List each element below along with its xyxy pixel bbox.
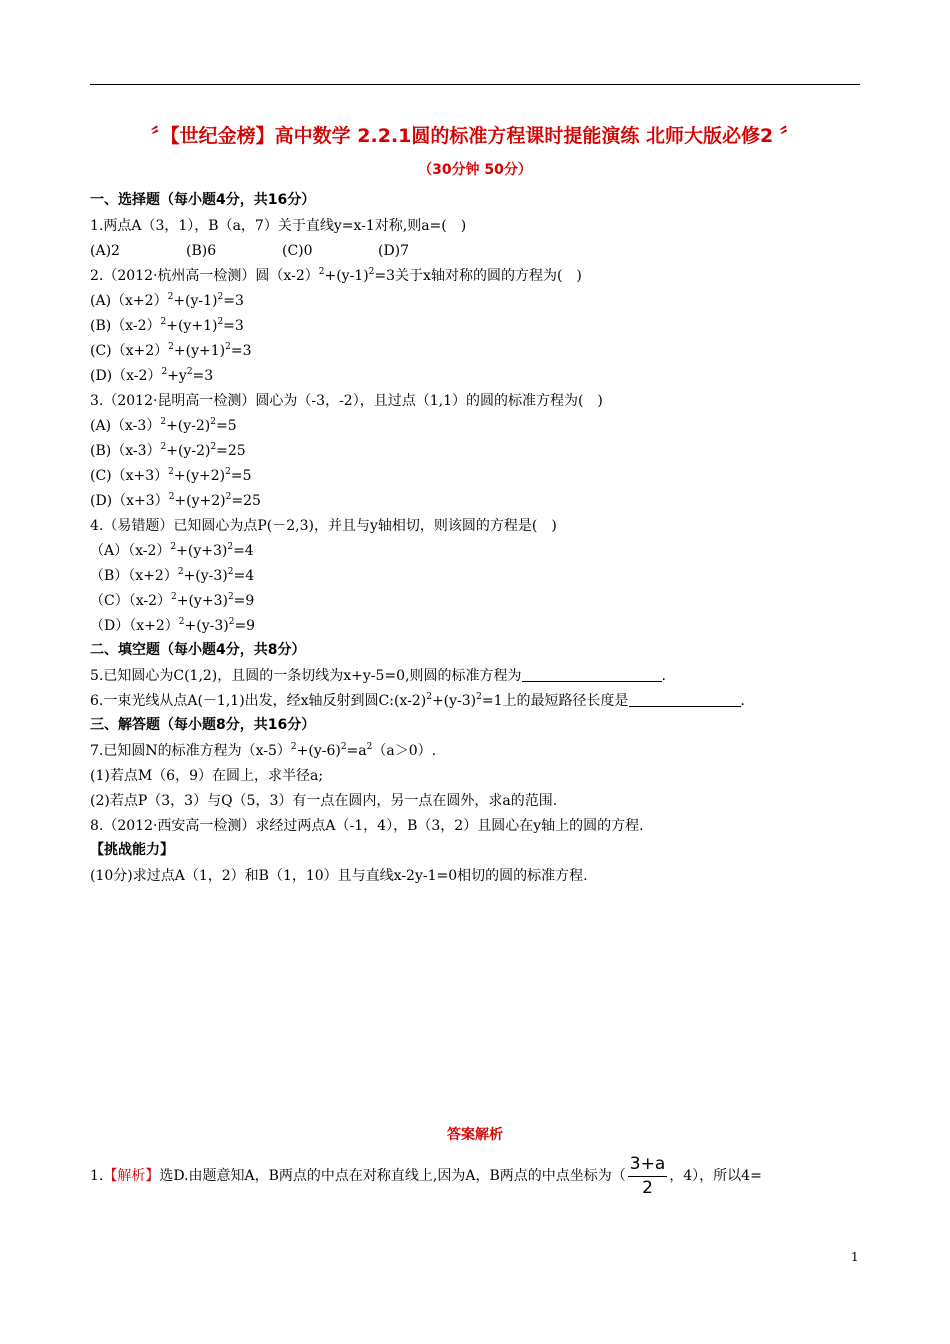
q6-answer-blank[interactable] [629,694,741,707]
question-1-options [90,242,409,260]
q4-option-d: $(D)(x+2)^2+(y-3)^2=9$ [90,617,256,634]
q2-option-a: $(A)(x+2)^2+(y-1)^2=3$ [90,292,244,309]
q5-answer-blank[interactable] [522,669,662,682]
question-8: 8.（2012·西安高一检测）求经过两点A（-1，4），B（3，2）且圆心在y轴上的圆的方程. [90,818,644,834]
q4-option-c: $(C)(x-2)^2+(y+3)^2=9$ [90,592,255,609]
q3-option-b: $(B)(x-3)^2+(y-2)^2=25$ [90,442,246,459]
q4-option-b: $(B)(x+2)^2+(y-3)^2=4$ [90,567,255,584]
page-number: 1 [851,1250,859,1264]
section-choice-heading: 一、选择题（每小题4分，共16分） [90,192,316,208]
page-title: 〞【世纪金榜】高中数学 2.2.1圆的标准方程课时提能演练 北师大版必修2 〞 [151,125,799,147]
q1-option-b: (B)6 [186,243,217,259]
time-score-note: （30分钟 50分） [418,162,532,178]
midpoint-fraction: $\frac{3+a}{2}$ [629,1154,666,1198]
header-rule [90,84,860,85]
question-7: 7.已知圆N的标准方程为$(x-5)^2+(y-6)^2=a^2(a>0)$. [90,742,437,759]
question-4: 4.（易错题）已知圆心为点P(－2,3)，并且与y轴相切，则该圆的方程是( ) [90,518,557,534]
section-solve-heading: 三、解答题（每小题8分，共16分） [90,717,316,733]
q3-option-d: $(D)(x+3)^2+(y+2)^2=25$ [90,492,261,509]
answer-analysis-heading: 答案解析 [447,1127,503,1143]
q1-option-d: (D)7 [378,243,410,259]
q3-option-a: $(A)(x-3)^2+(y-2)^2=5$ [90,417,237,434]
q1-option-c: (C)0 [282,243,313,259]
analysis-tag: 【解析】 [103,1168,160,1184]
question-2: 2.（2012·杭州高一检测）圆$(x-2)^2+(y-1)^2=3$关于x轴对称的圆的方程为( ) [90,267,582,284]
challenge-heading: 【挑战能力】 [90,842,174,858]
challenge-question: (10分)求过点A（1，2）和B（1，10）且与直线x-2y-1=0相切的圆的标准方程. [90,868,588,884]
q3-option-c: $(C)(x+3)^2+(y+2)^2=5$ [90,467,252,484]
section-fill-heading: 二、填空题（每小题4分，共8分） [90,642,306,658]
answer-1: 1.【解析】选D.由题意知A，B两点的中点在对称直线上,因为A，B两点的中点坐标为（ $\frac{3+a}{2}$ ，4），所以4= [90,1154,762,1198]
q1-option-a: (A)2 [90,243,120,259]
q4-option-a: $(A)(x-2)^2+(y+3)^2=4$ [90,542,254,559]
question-1: 1.两点A（3，1），B（a，7）关于直线y=x-1对称,则a=( ) [90,218,467,234]
question-3: 3.（2012·昆明高一检测）圆心为（-3，-2），且过点（1,1）的圆的标准方程为( ) [90,393,603,409]
question-6: 6.一束光线从点A(－1,1)出发，经x轴反射到圆$C:(x-2)^2+(y-3)^2=1$上的最短路径长度是 . [90,692,745,709]
question-7-part-2: (2)若点P（3，3）与Q（5，3）有一点在圆内，另一点在圆外，求a的范围. [90,793,558,809]
q2-option-d: $(D)(x-2)^2+y^2=3$ [90,367,214,384]
question-5: 5.已知圆心为C(1,2)，且圆的一条切线为x+y-5=0,则圆的标准方程为 . [90,668,666,684]
q2-option-c: $(C)(x+2)^2+(y+1)^2=3$ [90,342,252,359]
question-7-part-1: (1)若点M（6，9）在圆上，求半径a; [90,768,324,784]
q2-option-b: $(B)(x-2)^2+(y+1)^2=3$ [90,317,244,334]
